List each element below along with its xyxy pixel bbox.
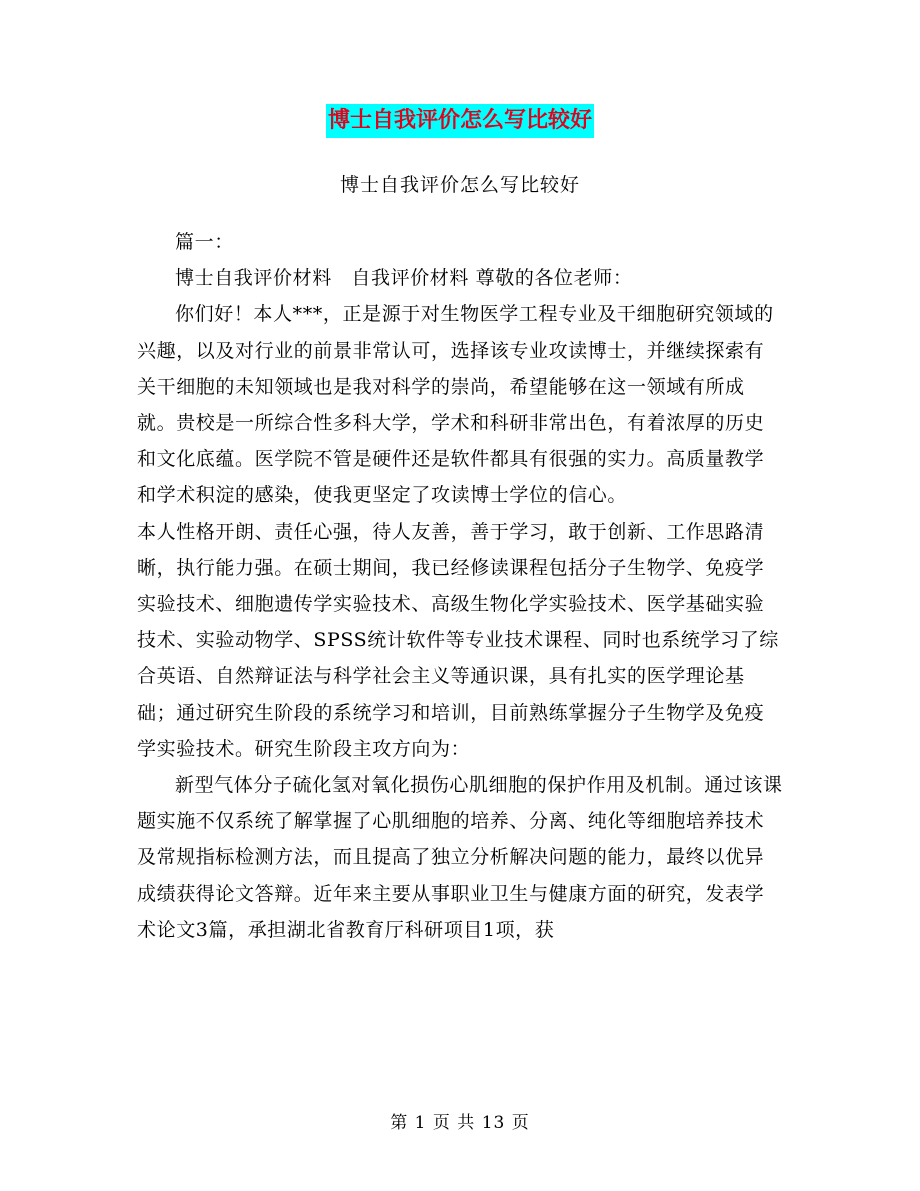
document-title-container (0, 104, 920, 138)
paragraph-section-label: 篇一： (175, 231, 234, 253)
paragraph-research-topic: 新型气体分子硫化氢对氧化损伤心肌细胞的保护作用及机制。通过该课题实施不仅系统了解掌握了心肌细胞的培养、分离、纯化等细胞培养技术及常规指标检测方法，而且提高了独立分析解决问题的能力，最终以优异成绩获得论文答辩。近年来主要从事职业卫生与健康方面的研究，发表学术论文3篇，承担湖北省教育厅科研项目1项，获 (137, 774, 783, 941)
document-title: 博士自我评价怎么写比较好 (326, 104, 594, 138)
document-subtitle: 博士自我评价怎么写比较好 (339, 174, 580, 196)
page-number-footer: 第 1 页 共 13 页 (390, 1113, 530, 1133)
document-body (137, 224, 783, 948)
paragraph-material-heading: 博士自我评价材料 自我评价材料 尊敬的各位老师： (175, 267, 633, 290)
paragraph-personality-and-courses: 本人性格开朗、责任心强，待人友善，善于学习，敢于创新、工作思路清晰，执行能力强。在硕士期间，我已经修读课程包括分子生物学、免疫学实验技术、细胞遗传学实验技术、高级生物化学实验技术、医学基础实验技术、实验动物学、SPSS统计软件等专业技术课程、同时也系统学习了综合英语、自然辩证法与科学社会主义等通识课，具有扎实的医学理论基础；通过研究生阶段的系统学习和培训，目前熟练掌握分子生物学及免疫学实验技术。研究生阶段主攻方向为： (137, 520, 779, 760)
paragraph-introduction: 你们好！本人***，正是源于对生物医学工程专业及干细胞研究领域的兴趣，以及对行业的前景非常认可，选择该专业攻读博士，并继续探索有关干细胞的未知领域也是我对科学的崇尚，希望能够在这一领域有所成就。贵校是一所综合性多科大学，学术和科研非常出色，有着浓厚的历史和文化底蕴。医学院不管是硬件还是软件都具有很强的实力。高质量教学和学术积淀的感染，使我更坚定了攻读博士学位的信心。 (137, 303, 774, 507)
